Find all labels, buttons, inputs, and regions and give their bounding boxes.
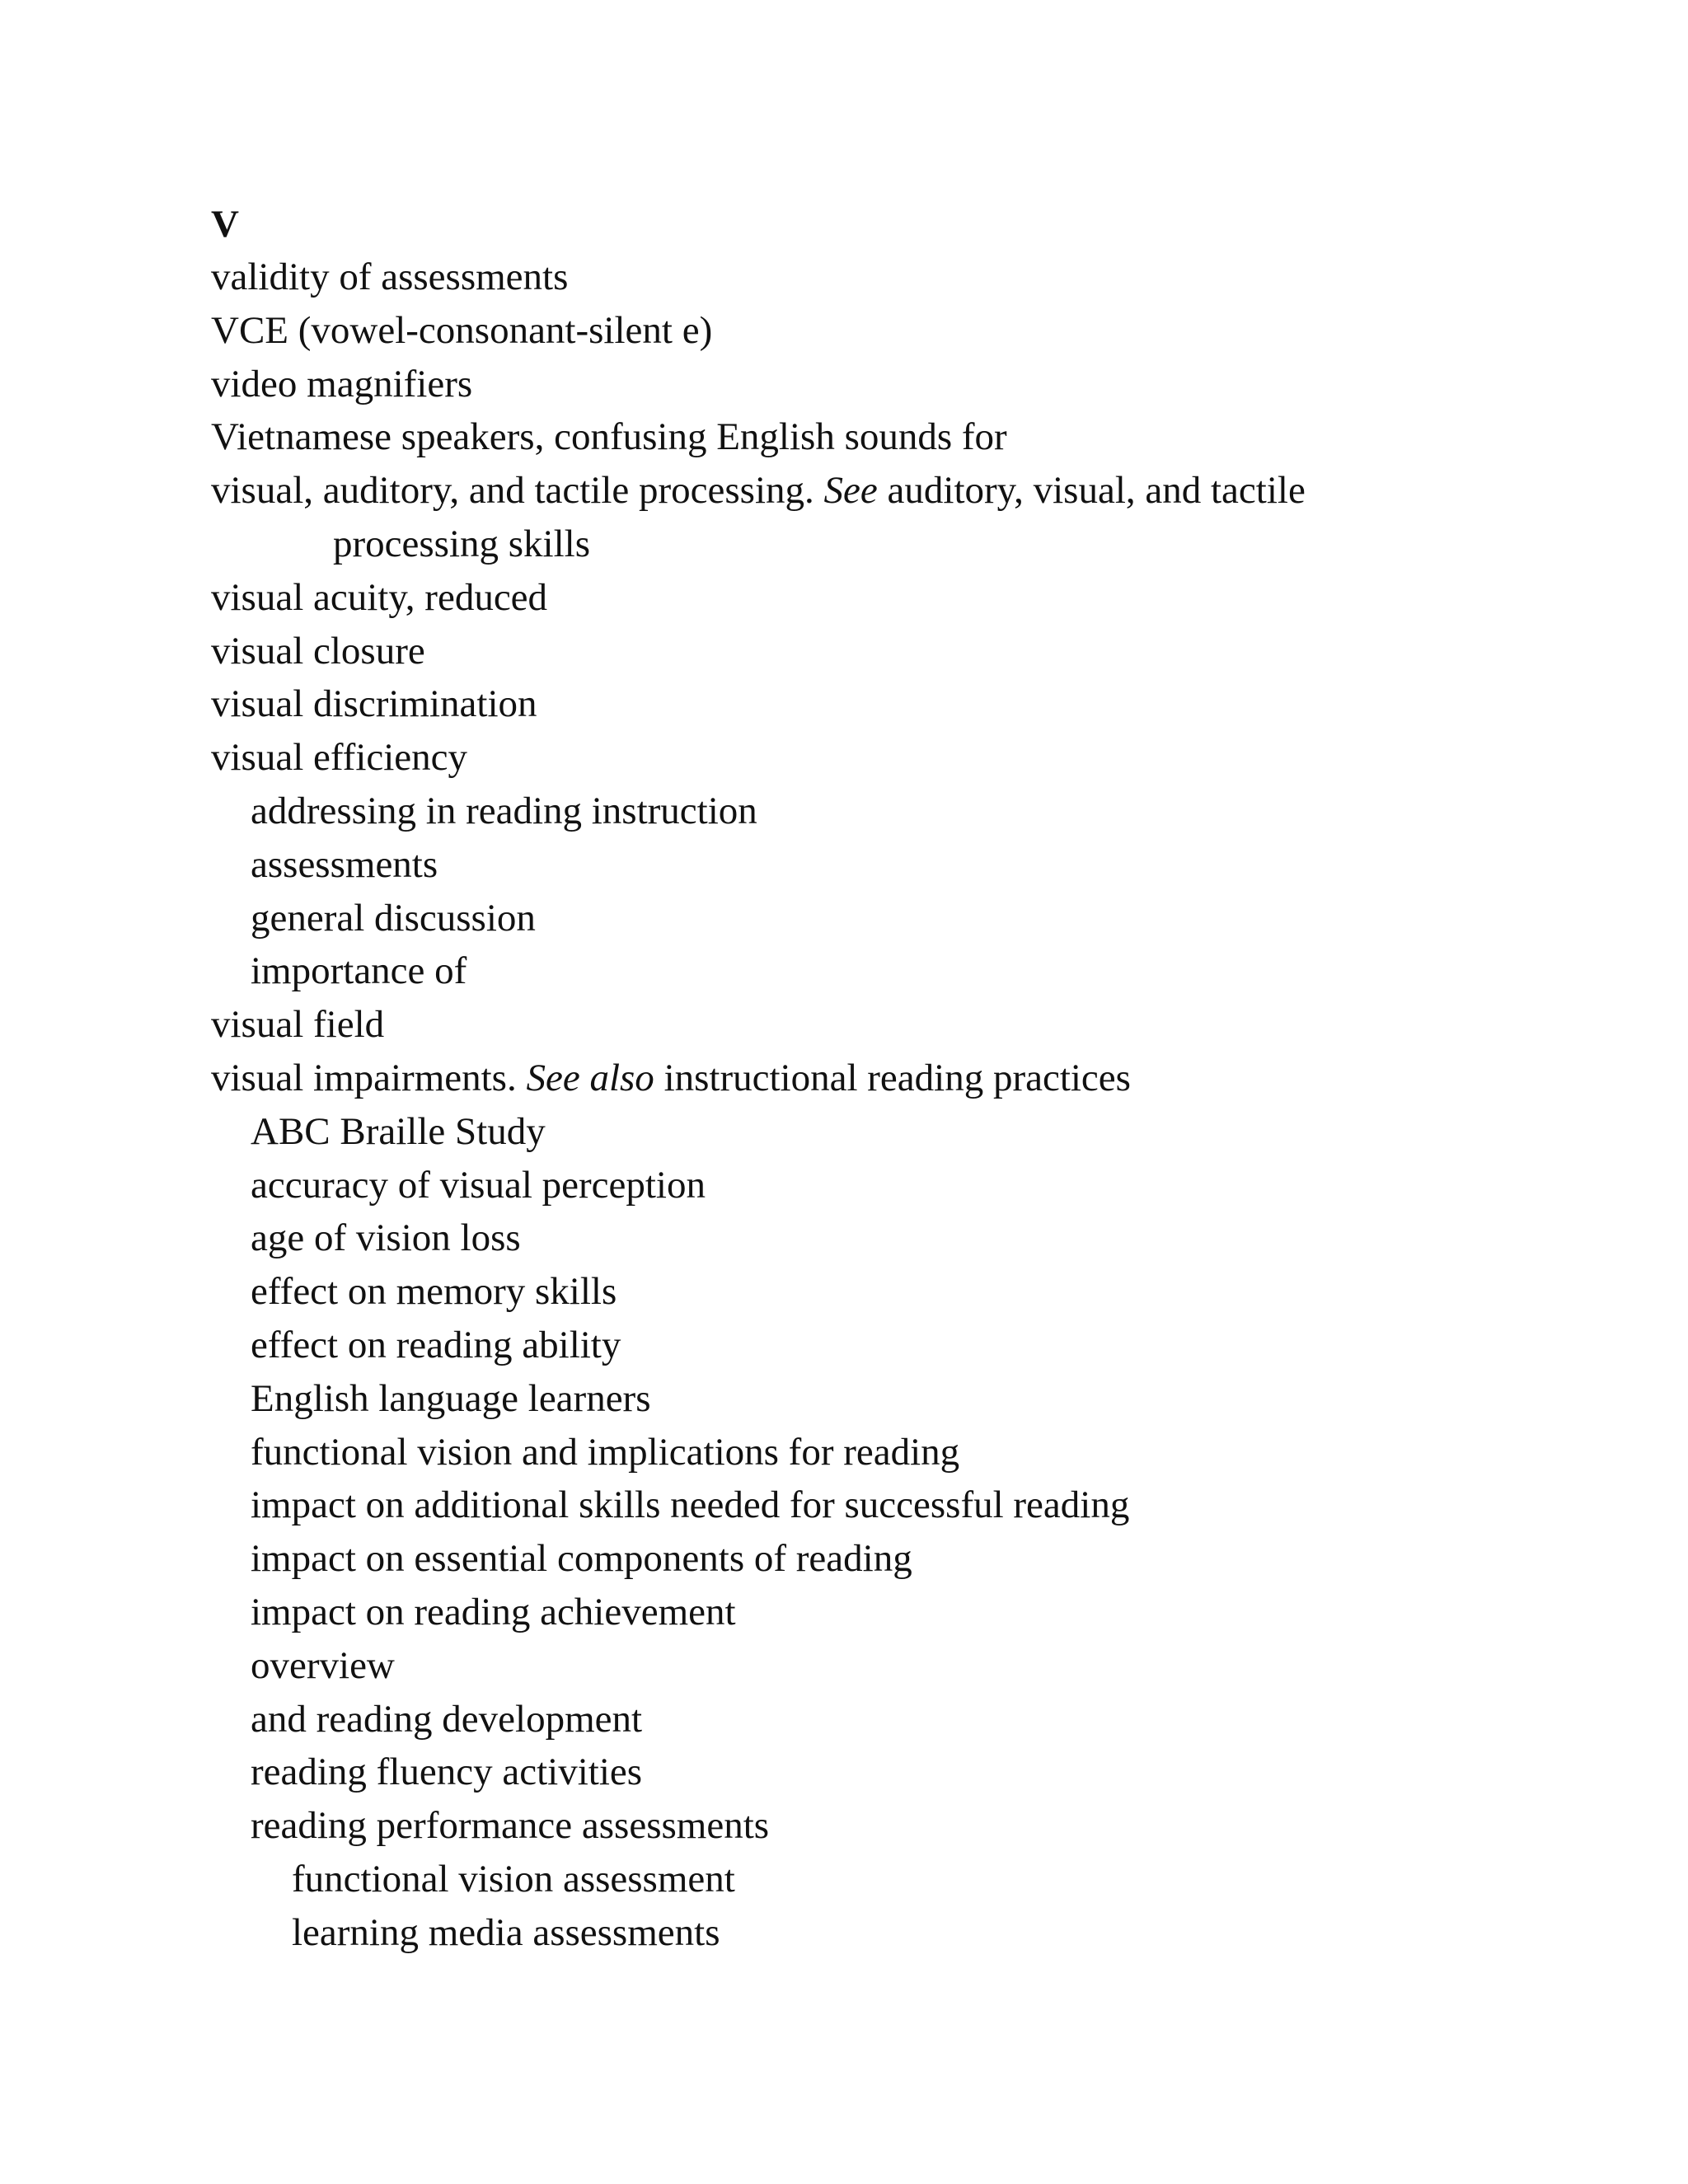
index-subentry: functional vision and implications for reading — [251, 1430, 960, 1474]
index-subentry: age of vision loss — [251, 1216, 521, 1260]
index-entry: visual efficiency — [211, 736, 468, 780]
index-subentry: reading performance assessments — [251, 1804, 770, 1848]
index-entry: visual field — [211, 1003, 385, 1047]
index-subentry: ABC Braille Study — [251, 1109, 546, 1153]
entry-text: visual impairments. — [211, 1056, 527, 1099]
entry-text: instructional reading practices — [654, 1056, 1131, 1099]
index-entry: visual acuity, reduced — [211, 575, 548, 619]
index-subentry: addressing in reading instruction — [251, 789, 757, 832]
index-subentry: impact on additional skills needed for successful reading — [251, 1483, 1130, 1527]
see-cross-reference: See — [823, 469, 878, 513]
see-also-cross-reference: See also — [526, 1056, 654, 1099]
index-subentry: effect on reading ability — [251, 1323, 621, 1366]
index-subentry: accuracy of visual perception — [251, 1163, 706, 1207]
section-letter-heading: V — [211, 203, 239, 246]
entry-text: visual, auditory, and tactile processing. — [211, 469, 824, 513]
index-entry: VCE (vowel-consonant-silent e) — [211, 308, 713, 352]
index-subentry: reading fluency activities — [251, 1750, 643, 1794]
index-subentry: assessments — [251, 842, 438, 886]
index-sub-subentry: learning media assessments — [292, 1910, 720, 1954]
index-subentry: impact on essential components of reading — [251, 1537, 912, 1581]
index-entry: Vietnamese speakers, confusing English sounds for — [211, 415, 1007, 459]
entry-text: auditory, visual, and tactile — [877, 469, 1306, 513]
index-entry-continuation: processing skills — [333, 522, 591, 565]
index-entry: visual discrimination — [211, 682, 537, 726]
index-subentry: English language learners — [251, 1376, 651, 1420]
index-subentry: impact on reading achievement — [251, 1590, 736, 1633]
index-subentry: and reading development — [251, 1697, 643, 1741]
index-entry-with-cross-reference — [211, 464, 1612, 518]
index-entry-with-cross-reference — [211, 1052, 1612, 1105]
index-section-v — [211, 198, 1612, 1960]
index-sub-subentry: functional vision assessment — [292, 1857, 735, 1900]
index-entry: visual closure — [211, 629, 425, 673]
index-subentry: overview — [251, 1643, 395, 1687]
index-subentry: effect on memory skills — [251, 1270, 617, 1314]
index-subentry: general discussion — [251, 896, 536, 940]
index-entry: video magnifiers — [211, 362, 473, 405]
index-entry: validity of assessments — [211, 255, 569, 298]
index-subentry: importance of — [251, 949, 467, 993]
